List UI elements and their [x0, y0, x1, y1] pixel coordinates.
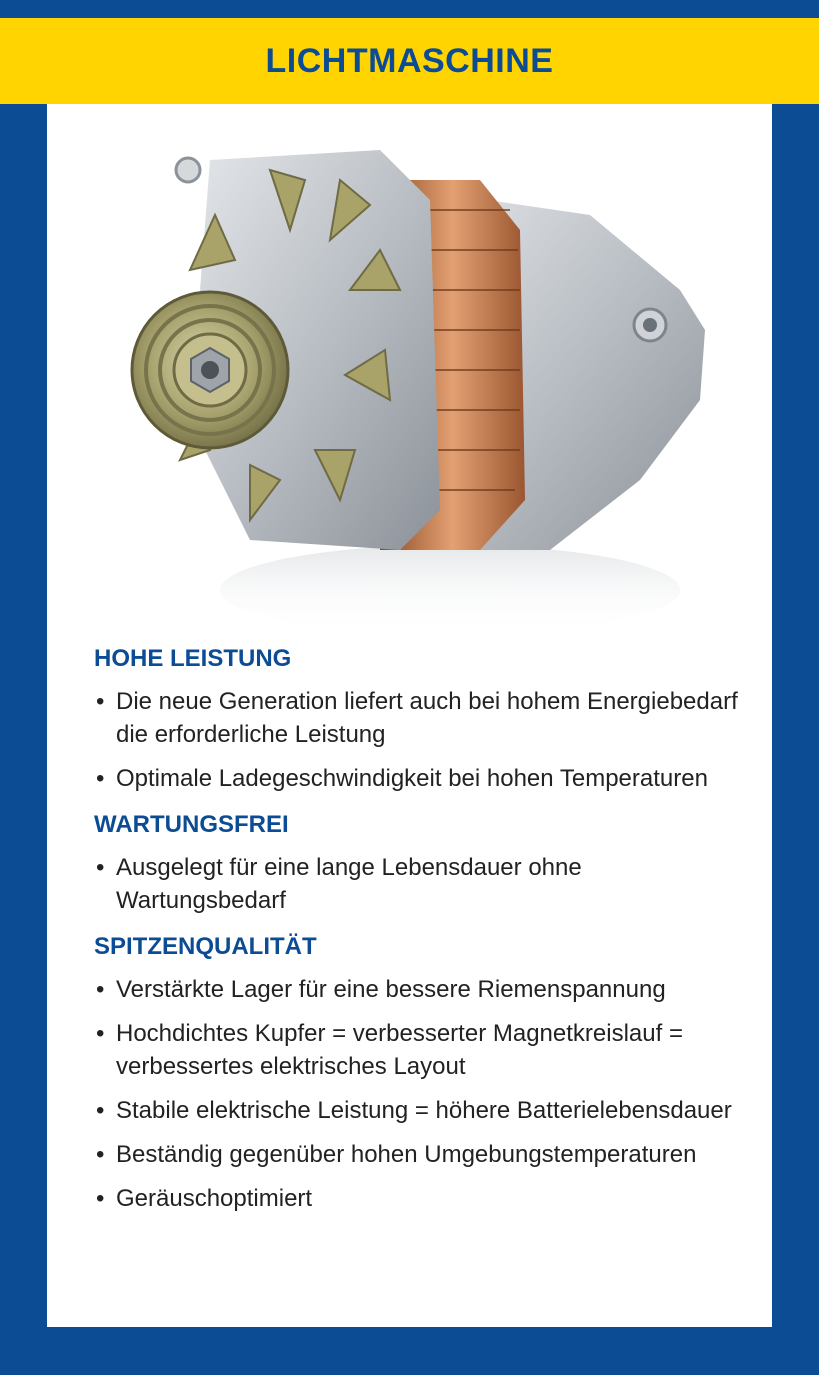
list-item: • Ausgelegt für eine lange Lebensdauer ohne Wartungsbedarf — [94, 851, 754, 917]
section-title: HOHE LEISTUNG — [94, 645, 292, 672]
list-item: • Optimale Ladegeschwindigkeit bei hohen Temperaturen — [94, 762, 754, 795]
section-hohe-leistung — [94, 645, 754, 795]
list-item: • Beständig gegenüber hohen Umgebungstemperaturen — [94, 1138, 754, 1171]
list-item: • Verstärkte Lager für eine bessere Riemenspannung — [94, 973, 754, 1006]
list-item: • Stabile elektrische Leistung = höhere Batterielebensdauer — [94, 1094, 754, 1127]
list-item: • Die neue Generation liefert auch bei hohem Energiebedarf die erforderliche Leistung — [94, 685, 754, 751]
feature-list — [94, 645, 754, 1231]
section-title: SPITZENQUALITÄT — [94, 933, 317, 960]
section-title: WARTUNGSFREI — [94, 811, 289, 838]
alternator-image — [120, 120, 720, 640]
list-item: • Geräuschoptimiert — [94, 1182, 754, 1215]
page-title: LICHTMASCHINE — [265, 41, 554, 80]
list-item: • Hochdichtes Kupfer = verbesserter Magnetkreislauf = verbessertes elektrisches Layout — [94, 1017, 754, 1083]
section-spitzenqualitaet — [94, 933, 754, 1215]
section-wartungsfrei — [94, 811, 754, 917]
